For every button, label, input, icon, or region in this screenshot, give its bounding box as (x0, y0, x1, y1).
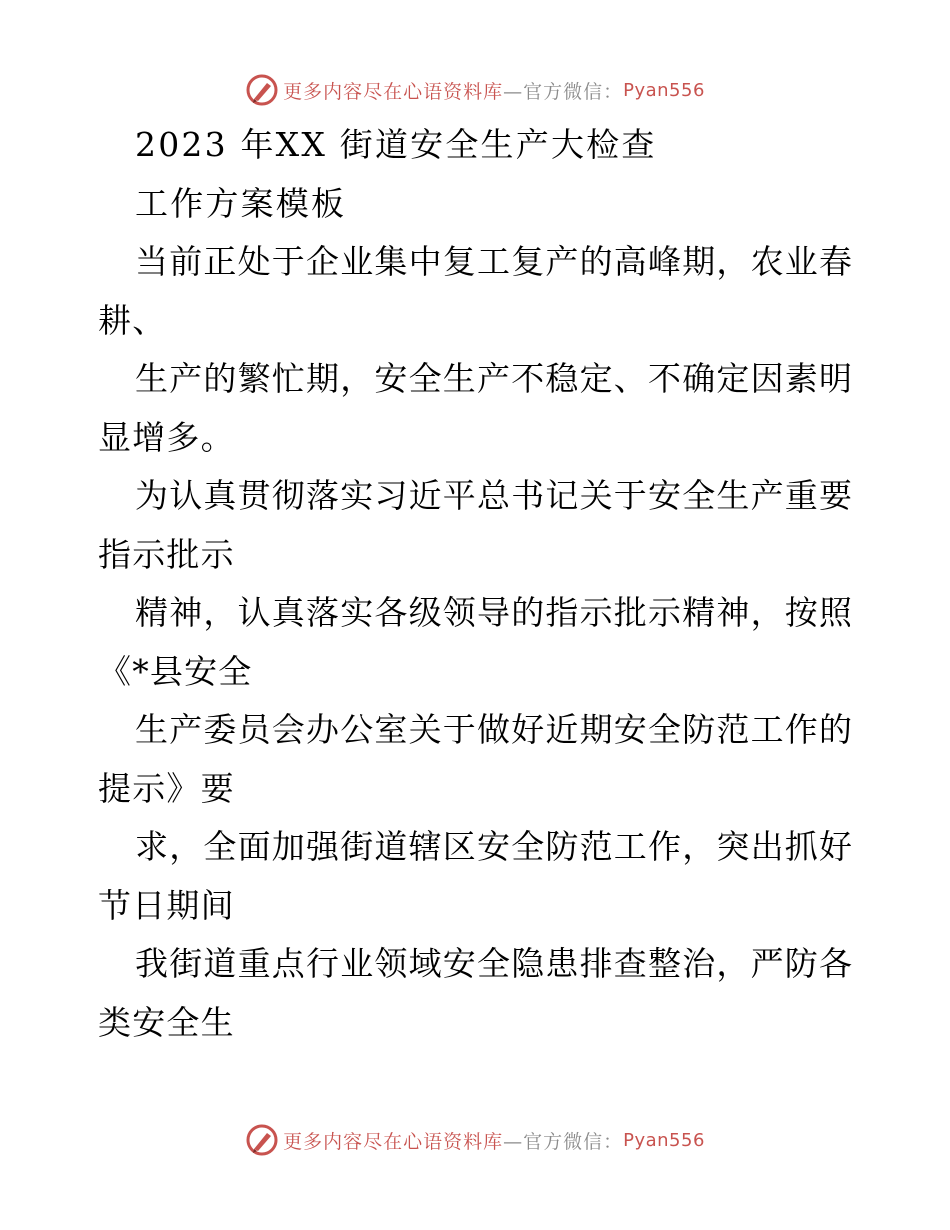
paragraph-line: 显增多。 (98, 417, 235, 457)
paragraph-line: 提示》要 (98, 768, 235, 808)
paragraph-line: 精神，认真落实各级领导的指示批示精神，按照 (135, 593, 854, 632)
document-body (98, 116, 858, 1052)
paragraph-line: 求，全面加强街道辖区安全防范工作，突出抓好 (135, 827, 854, 866)
pen-logo-icon (245, 1123, 279, 1157)
banner-sub-text: —官方微信： (503, 1130, 624, 1153)
header-watermark-banner (0, 70, 950, 110)
paragraph-line: 指示批示 (98, 534, 235, 574)
pen-logo-icon (245, 73, 279, 107)
paragraph-line: 当前正处于企业集中复工复产的高峰期，农业春 (135, 242, 854, 281)
paragraph-line: 节日期间 (98, 885, 235, 925)
paragraph-line: 为认真贯彻落实习近平总书记关于安全生产重要 (135, 476, 854, 515)
doc-title-line-1: 2023 年XX 街道安全生产大检查 (135, 125, 657, 164)
footer-watermark-banner (0, 1120, 950, 1160)
banner-wechat-id: Pyan556 (623, 79, 705, 101)
banner-sub-text: —官方微信： (503, 80, 624, 103)
banner-main-text: 更多内容尽在心语资料库 (283, 1130, 504, 1153)
paragraph-line: 《*县安全 (98, 651, 253, 691)
paragraph-line: 生产委员会办公室关于做好近期安全防范工作的 (135, 710, 854, 749)
doc-title-line-2: 工作方案模板 (135, 183, 347, 223)
banner-wechat-id: Pyan556 (623, 1129, 705, 1151)
paragraph-line: 我街道重点行业领域安全隐患排查整治，严防各 (135, 944, 854, 983)
paragraph-line: 耕、 (98, 300, 167, 340)
paragraph-line: 生产的繁忙期，安全生产不稳定、不确定因素明 (135, 359, 854, 398)
banner-main-text: 更多内容尽在心语资料库 (283, 80, 504, 103)
paragraph-line: 类安全生 (98, 1002, 235, 1042)
